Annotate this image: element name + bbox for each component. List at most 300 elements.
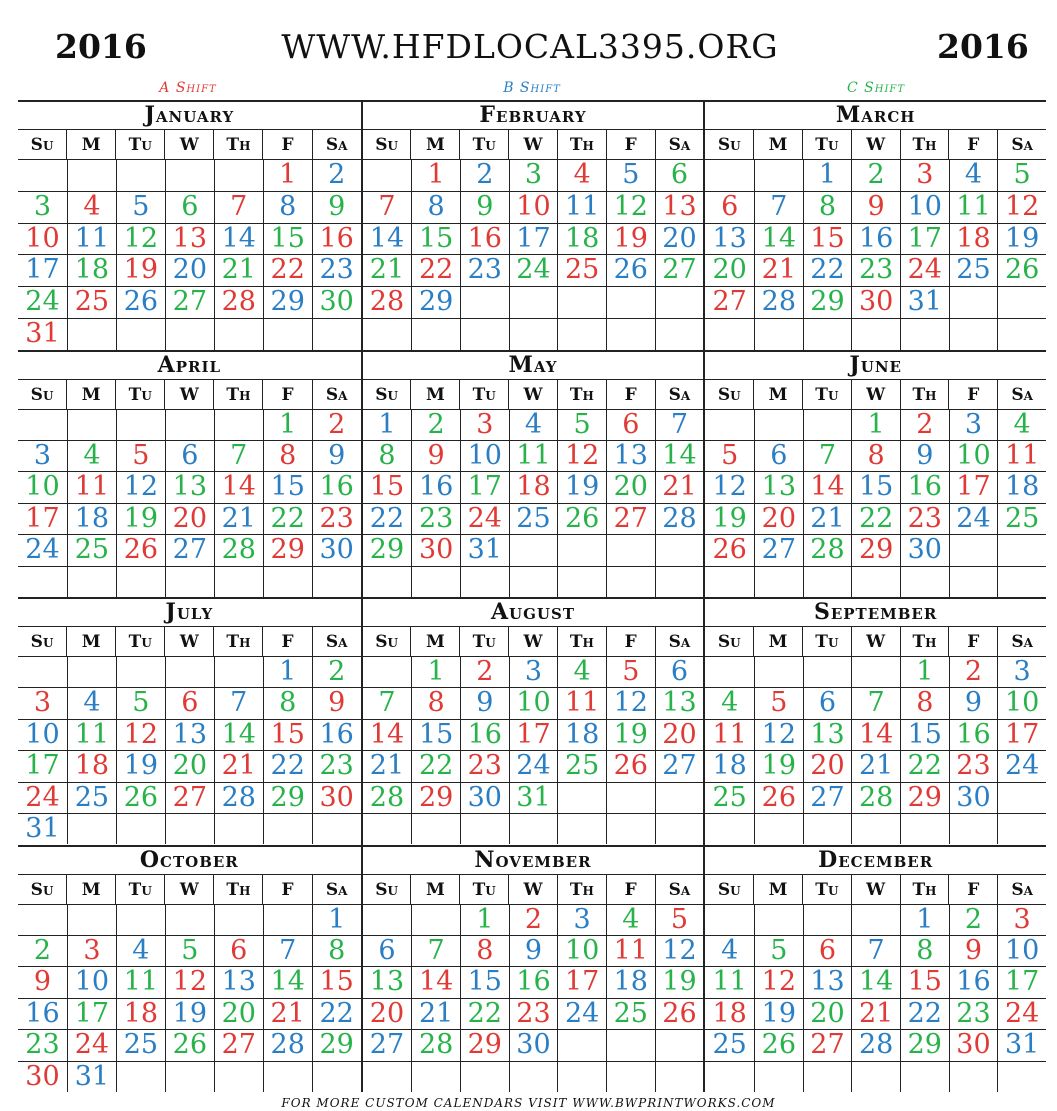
day-cell: 18 <box>67 254 116 286</box>
day-cell: 6 <box>655 159 704 191</box>
day-cell: 12 <box>165 966 214 997</box>
day-cell: 22 <box>900 750 949 781</box>
day-cell: 18 <box>557 719 606 750</box>
day-grid <box>363 159 704 350</box>
empty-cell <box>312 566 361 597</box>
day-cell: 1 <box>312 904 361 935</box>
day-cell: 13 <box>803 966 852 997</box>
day-cell: 14 <box>803 471 852 502</box>
empty-cell <box>116 318 165 350</box>
day-cell: 28 <box>214 782 263 813</box>
day-cell: 18 <box>67 503 116 534</box>
day-cell: 13 <box>363 966 412 997</box>
month-june <box>705 352 1046 598</box>
empty-cell <box>705 318 754 350</box>
day-cell: 12 <box>754 719 803 750</box>
weekday-label: Tu <box>459 379 508 409</box>
day-cell: 20 <box>214 998 263 1029</box>
empty-cell <box>509 318 558 350</box>
day-cell: 6 <box>803 935 852 966</box>
weekday-header <box>18 129 361 159</box>
day-grid <box>18 904 361 1093</box>
day-cell: 6 <box>705 191 754 223</box>
day-cell: 1 <box>460 904 509 935</box>
day-cell: 27 <box>165 534 214 565</box>
empty-cell <box>606 566 655 597</box>
day-cell: 23 <box>312 254 361 286</box>
day-cell: 22 <box>363 503 412 534</box>
day-cell: 21 <box>851 998 900 1029</box>
day-cell: 19 <box>754 998 803 1029</box>
weekday-label: F <box>262 129 311 159</box>
day-cell: 11 <box>557 191 606 223</box>
day-cell: 9 <box>900 440 949 471</box>
day-cell: 29 <box>263 286 312 318</box>
day-cell: 24 <box>67 1029 116 1060</box>
day-cell: 24 <box>18 534 67 565</box>
day-cell: 19 <box>116 254 165 286</box>
day-grid <box>705 159 1046 350</box>
day-cell: 20 <box>165 750 214 781</box>
day-cell: 1 <box>411 656 460 687</box>
empty-cell <box>18 159 67 191</box>
empty-cell <box>851 813 900 844</box>
day-cell: 22 <box>851 503 900 534</box>
month-title: March <box>835 102 916 128</box>
day-cell: 9 <box>312 191 361 223</box>
day-cell: 19 <box>165 998 214 1029</box>
day-cell: 9 <box>509 935 558 966</box>
day-cell: 17 <box>509 223 558 255</box>
day-cell: 18 <box>705 998 754 1029</box>
day-cell: 20 <box>754 503 803 534</box>
weekday-label: Th <box>557 379 606 409</box>
day-cell: 26 <box>557 503 606 534</box>
day-cell: 12 <box>557 440 606 471</box>
empty-cell <box>460 286 509 318</box>
day-cell: 16 <box>18 998 67 1029</box>
day-cell: 21 <box>754 254 803 286</box>
day-cell: 19 <box>606 719 655 750</box>
day-cell: 29 <box>411 782 460 813</box>
day-cell: 17 <box>18 254 67 286</box>
day-cell: 26 <box>705 534 754 565</box>
day-cell: 30 <box>18 1061 67 1092</box>
weekday-label: M <box>410 129 459 159</box>
day-cell: 3 <box>509 159 558 191</box>
weekday-label: Su <box>18 379 66 409</box>
day-cell: 24 <box>900 254 949 286</box>
empty-cell <box>949 534 998 565</box>
day-cell: 27 <box>165 286 214 318</box>
day-cell: 13 <box>803 719 852 750</box>
day-cell: 13 <box>214 966 263 997</box>
day-cell: 30 <box>312 286 361 318</box>
empty-cell <box>67 318 116 350</box>
day-cell: 18 <box>557 223 606 255</box>
day-cell: 23 <box>851 254 900 286</box>
empty-cell <box>900 813 949 844</box>
day-cell: 23 <box>312 750 361 781</box>
month-title: May <box>508 351 558 378</box>
weekday-label: Su <box>18 626 66 656</box>
empty-cell <box>411 566 460 597</box>
empty-cell <box>803 904 852 935</box>
empty-cell <box>363 566 412 597</box>
day-cell: 2 <box>949 656 998 687</box>
day-cell: 11 <box>949 191 998 223</box>
weekday-label: Su <box>363 626 411 656</box>
weekday-label: Su <box>705 874 753 904</box>
day-cell: 18 <box>606 966 655 997</box>
empty-cell <box>165 1061 214 1092</box>
day-cell: 24 <box>509 254 558 286</box>
empty-cell <box>411 1061 460 1092</box>
empty-cell <box>754 813 803 844</box>
month-title: June <box>849 351 902 378</box>
day-cell: 13 <box>705 223 754 255</box>
day-cell: 7 <box>655 409 704 440</box>
day-cell: 22 <box>803 254 852 286</box>
empty-cell <box>557 1061 606 1092</box>
empty-cell <box>363 813 412 844</box>
empty-cell <box>803 1061 852 1092</box>
empty-cell <box>606 534 655 565</box>
day-cell: 11 <box>116 966 165 997</box>
day-cell: 12 <box>655 935 704 966</box>
day-cell: 3 <box>900 159 949 191</box>
day-cell: 8 <box>263 440 312 471</box>
empty-cell <box>165 409 214 440</box>
day-cell: 11 <box>997 440 1046 471</box>
day-grid <box>363 656 704 845</box>
month-november <box>363 847 704 1093</box>
day-cell: 7 <box>214 191 263 223</box>
empty-cell <box>655 534 704 565</box>
day-cell: 11 <box>509 440 558 471</box>
day-grid <box>363 904 704 1093</box>
weekday-header <box>363 626 704 656</box>
day-cell: 20 <box>705 254 754 286</box>
day-cell: 21 <box>363 750 412 781</box>
empty-cell <box>754 409 803 440</box>
weekday-label: Sa <box>997 874 1046 904</box>
day-cell: 23 <box>460 254 509 286</box>
day-cell: 25 <box>705 782 754 813</box>
weekday-header <box>363 874 704 904</box>
row-divider <box>18 845 1046 847</box>
day-cell: 22 <box>263 750 312 781</box>
day-grid <box>18 159 361 350</box>
empty-cell <box>116 1061 165 1092</box>
day-cell: 12 <box>606 687 655 718</box>
day-cell: 15 <box>900 966 949 997</box>
day-cell: 6 <box>214 935 263 966</box>
empty-cell <box>312 1061 361 1092</box>
day-cell: 4 <box>116 935 165 966</box>
empty-cell <box>997 318 1046 350</box>
day-cell: 23 <box>312 503 361 534</box>
day-cell: 5 <box>116 440 165 471</box>
day-cell: 16 <box>460 223 509 255</box>
day-cell: 9 <box>312 687 361 718</box>
weekday-label: M <box>753 874 802 904</box>
day-cell: 16 <box>312 223 361 255</box>
day-cell: 10 <box>67 966 116 997</box>
day-cell: 5 <box>705 440 754 471</box>
day-cell: 3 <box>509 656 558 687</box>
empty-cell <box>557 534 606 565</box>
day-cell: 9 <box>460 191 509 223</box>
day-cell: 25 <box>116 1029 165 1060</box>
day-cell: 1 <box>363 409 412 440</box>
day-cell: 31 <box>18 813 67 844</box>
day-cell: 1 <box>851 409 900 440</box>
day-cell: 10 <box>997 687 1046 718</box>
day-cell: 21 <box>803 503 852 534</box>
empty-cell <box>263 566 312 597</box>
month-title: April <box>157 351 222 378</box>
empty-cell <box>803 566 852 597</box>
month-july <box>18 599 361 845</box>
weekday-label: Th <box>557 874 606 904</box>
empty-cell <box>851 566 900 597</box>
weekday-label: M <box>66 129 115 159</box>
weekday-label: Tu <box>459 626 508 656</box>
day-cell: 12 <box>116 471 165 502</box>
weekday-label: Su <box>705 626 753 656</box>
day-cell: 19 <box>116 750 165 781</box>
empty-cell <box>214 566 263 597</box>
empty-cell <box>509 1061 558 1092</box>
weekday-label: F <box>606 626 655 656</box>
day-cell: 3 <box>460 409 509 440</box>
day-cell: 2 <box>411 409 460 440</box>
day-cell: 15 <box>363 471 412 502</box>
day-cell: 14 <box>411 966 460 997</box>
empty-cell <box>165 813 214 844</box>
day-cell: 31 <box>509 782 558 813</box>
day-grid <box>705 656 1046 845</box>
month-title: September <box>813 599 938 625</box>
day-cell: 2 <box>851 159 900 191</box>
day-cell: 14 <box>214 471 263 502</box>
day-cell: 27 <box>705 286 754 318</box>
day-cell: 28 <box>214 286 263 318</box>
day-cell: 25 <box>557 750 606 781</box>
day-cell: 6 <box>165 440 214 471</box>
empty-cell <box>655 1029 704 1060</box>
site-url[interactable]: WWW.HFDLOCAL3395.ORG <box>281 27 779 66</box>
weekday-label: F <box>606 379 655 409</box>
weekday-header <box>705 379 1046 409</box>
empty-cell <box>363 159 412 191</box>
weekday-label: M <box>753 626 802 656</box>
day-cell: 28 <box>263 1029 312 1060</box>
empty-cell <box>312 813 361 844</box>
day-cell: 14 <box>851 966 900 997</box>
day-cell: 23 <box>509 998 558 1029</box>
weekday-label: M <box>753 379 802 409</box>
day-cell: 17 <box>18 503 67 534</box>
empty-cell <box>949 286 998 318</box>
day-cell: 28 <box>803 534 852 565</box>
weekday-label: F <box>606 874 655 904</box>
day-cell: 1 <box>263 656 312 687</box>
day-cell: 29 <box>411 286 460 318</box>
weekday-label: Sa <box>312 874 361 904</box>
day-cell: 8 <box>312 935 361 966</box>
day-cell: 7 <box>363 191 412 223</box>
day-grid <box>705 409 1046 598</box>
day-cell: 31 <box>997 1029 1046 1060</box>
day-cell: 8 <box>263 687 312 718</box>
day-cell: 11 <box>67 471 116 502</box>
day-cell: 17 <box>997 966 1046 997</box>
empty-cell <box>165 656 214 687</box>
day-cell: 12 <box>705 471 754 502</box>
day-cell: 30 <box>949 1029 998 1060</box>
day-cell: 16 <box>411 471 460 502</box>
empty-cell <box>18 566 67 597</box>
empty-cell <box>509 286 558 318</box>
empty-cell <box>655 813 704 844</box>
day-cell: 19 <box>754 750 803 781</box>
day-cell: 12 <box>997 191 1046 223</box>
day-cell: 13 <box>165 223 214 255</box>
day-cell: 11 <box>67 223 116 255</box>
day-cell: 5 <box>606 159 655 191</box>
day-cell: 23 <box>900 503 949 534</box>
weekday-label: F <box>606 129 655 159</box>
weekday-label: Th <box>213 874 262 904</box>
day-cell: 17 <box>900 223 949 255</box>
month-december <box>705 847 1046 1093</box>
weekday-label: F <box>948 379 997 409</box>
day-cell: 28 <box>851 782 900 813</box>
shift-b-label: B Shift <box>503 80 561 96</box>
day-cell: 2 <box>312 159 361 191</box>
empty-cell <box>67 409 116 440</box>
day-cell: 25 <box>557 254 606 286</box>
weekday-header <box>705 626 1046 656</box>
day-cell: 10 <box>460 440 509 471</box>
day-cell: 6 <box>655 656 704 687</box>
day-cell: 21 <box>363 254 412 286</box>
day-cell: 24 <box>557 998 606 1029</box>
day-cell: 19 <box>705 503 754 534</box>
day-cell: 20 <box>165 254 214 286</box>
weekday-label: Th <box>557 129 606 159</box>
day-cell: 2 <box>312 409 361 440</box>
day-cell: 8 <box>263 191 312 223</box>
empty-cell <box>754 159 803 191</box>
day-cell: 4 <box>67 191 116 223</box>
day-cell: 17 <box>949 471 998 502</box>
month-may <box>363 352 704 598</box>
weekday-label: Th <box>900 379 949 409</box>
day-cell: 25 <box>606 998 655 1029</box>
day-cell: 29 <box>263 782 312 813</box>
empty-cell <box>263 318 312 350</box>
day-cell: 3 <box>997 904 1046 935</box>
empty-cell <box>363 904 412 935</box>
weekday-label: Sa <box>655 379 704 409</box>
weekday-label: Tu <box>459 129 508 159</box>
day-cell: 7 <box>851 935 900 966</box>
empty-cell <box>363 1061 412 1092</box>
weekday-header <box>363 379 704 409</box>
day-cell: 19 <box>557 471 606 502</box>
day-cell: 31 <box>67 1061 116 1092</box>
day-cell: 2 <box>18 935 67 966</box>
day-cell: 2 <box>509 904 558 935</box>
day-cell: 16 <box>949 966 998 997</box>
day-cell: 30 <box>851 286 900 318</box>
weekday-label: Tu <box>802 626 851 656</box>
weekday-label: F <box>948 626 997 656</box>
empty-cell <box>900 1061 949 1092</box>
day-cell: 10 <box>509 687 558 718</box>
day-cell: 12 <box>606 191 655 223</box>
weekday-label: Th <box>213 129 262 159</box>
empty-cell <box>509 534 558 565</box>
weekday-label: F <box>948 129 997 159</box>
empty-cell <box>851 318 900 350</box>
weekday-label: W <box>851 129 900 159</box>
month-title: October <box>139 846 239 873</box>
day-cell: 24 <box>949 503 998 534</box>
empty-cell <box>900 318 949 350</box>
day-cell: 7 <box>263 935 312 966</box>
weekday-label: Su <box>18 129 66 159</box>
weekday-label: M <box>66 626 115 656</box>
empty-cell <box>754 1061 803 1092</box>
day-cell: 11 <box>705 719 754 750</box>
day-cell: 27 <box>655 254 704 286</box>
day-cell: 4 <box>67 687 116 718</box>
day-cell: 15 <box>312 966 361 997</box>
day-cell: 10 <box>997 935 1046 966</box>
day-cell: 25 <box>67 782 116 813</box>
day-cell: 22 <box>411 254 460 286</box>
day-cell: 3 <box>18 687 67 718</box>
weekday-label: Sa <box>312 626 361 656</box>
empty-cell <box>997 534 1046 565</box>
day-cell: 16 <box>312 719 361 750</box>
day-cell: 10 <box>900 191 949 223</box>
day-cell: 10 <box>509 191 558 223</box>
day-cell: 20 <box>655 223 704 255</box>
day-cell: 28 <box>411 1029 460 1060</box>
weekday-label: Sa <box>312 379 361 409</box>
empty-cell <box>67 656 116 687</box>
empty-cell <box>411 904 460 935</box>
day-cell: 14 <box>214 719 263 750</box>
empty-cell <box>655 782 704 813</box>
day-cell: 1 <box>900 904 949 935</box>
day-cell: 2 <box>460 656 509 687</box>
day-cell: 17 <box>67 998 116 1029</box>
day-cell: 20 <box>655 719 704 750</box>
day-cell: 30 <box>312 534 361 565</box>
month-january <box>18 102 361 350</box>
day-cell: 21 <box>263 998 312 1029</box>
weekday-label: Tu <box>115 129 164 159</box>
day-cell: 14 <box>851 719 900 750</box>
empty-cell <box>803 409 852 440</box>
shift-c-label: C Shift <box>846 80 906 96</box>
